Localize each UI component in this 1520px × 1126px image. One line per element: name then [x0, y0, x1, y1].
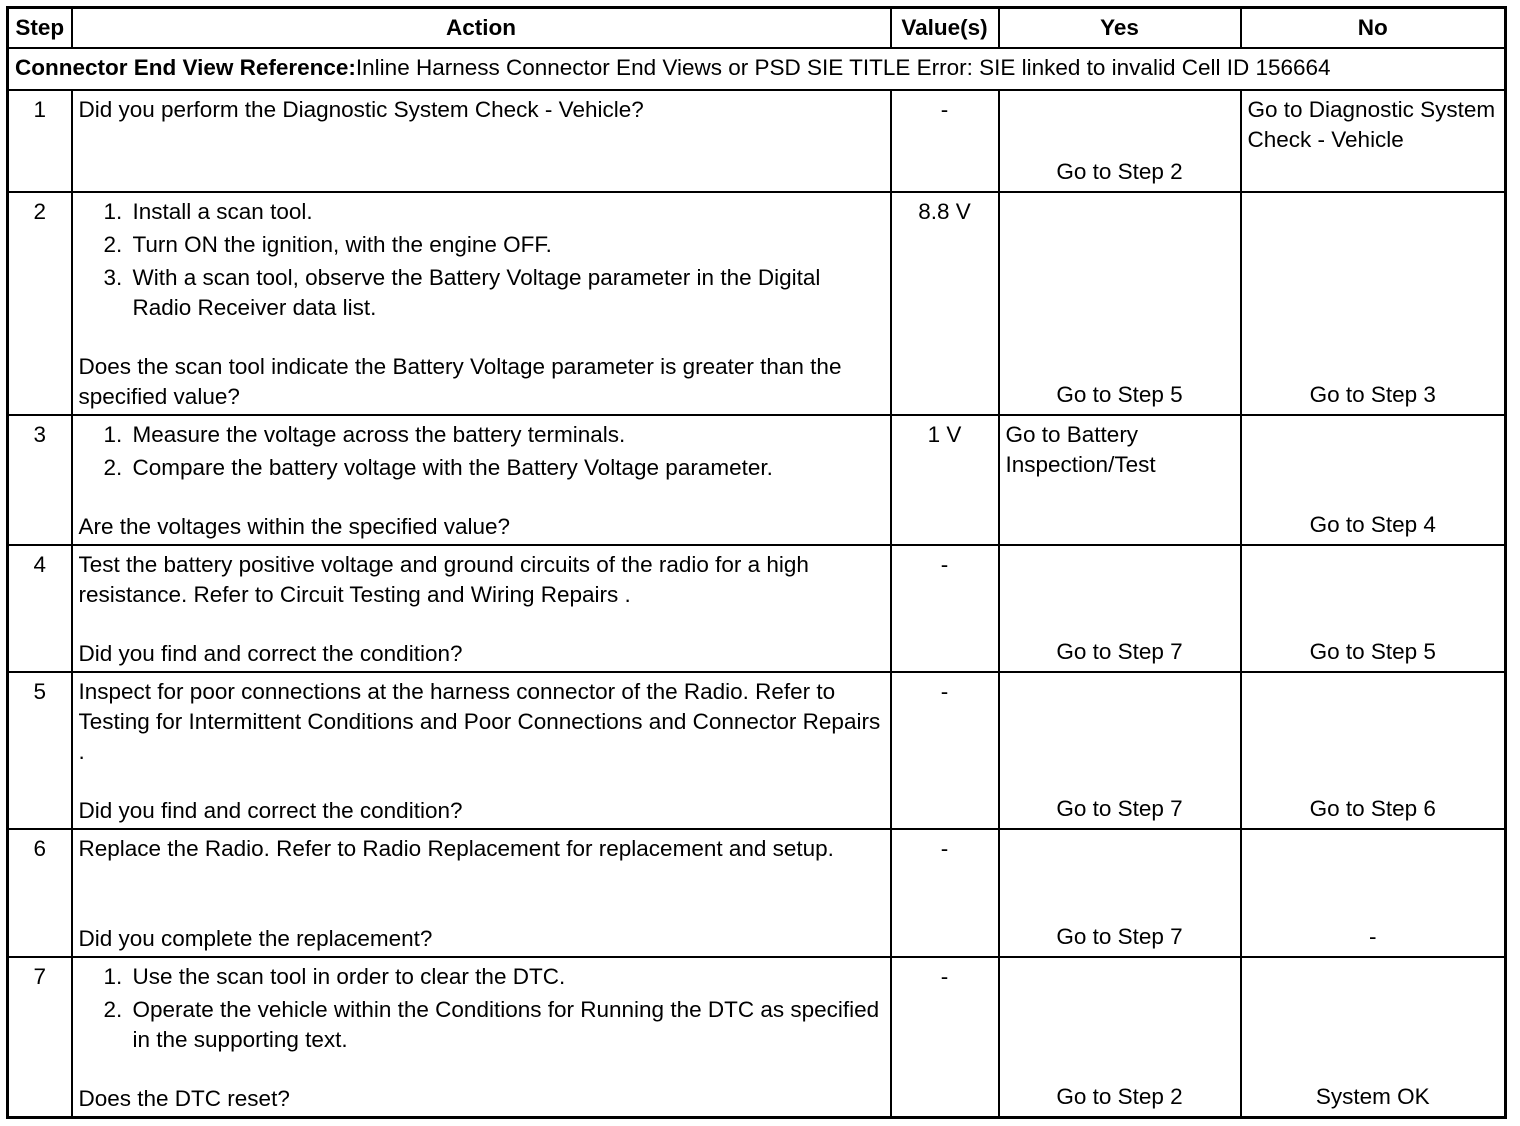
no-cell	[1241, 90, 1506, 192]
action-cell	[72, 415, 891, 545]
value-cell: 8.8 V	[891, 192, 999, 415]
yes-cell	[999, 672, 1241, 829]
no-cell	[1241, 192, 1506, 415]
no-result[interactable]: Go to Step 6	[1309, 796, 1436, 821]
yes-result[interactable]: Go to Step 7	[1056, 639, 1183, 664]
action-text: Inspect for poor connections at the harness connector of the Radio. Refer to Testing for Intermittent Conditions and Poor Connections and Connector Repairs .	[78, 679, 881, 764]
value-cell: -	[891, 957, 999, 1118]
yes-cell	[999, 829, 1241, 957]
action-question: Did you find and correct the condition?	[78, 641, 463, 666]
no-cell	[1241, 957, 1506, 1118]
reference-text: Inline Harness Connector End Views or PSD SIE TITLE Error: SIE linked to invalid Cell ID 156664	[355, 55, 1331, 80]
value-cell: -	[891, 545, 999, 672]
no-result[interactable]: Go to Step 5	[1309, 639, 1436, 664]
action-cell	[72, 829, 891, 957]
step-row	[8, 192, 1506, 415]
substep-item: 2. Turn ON the ignition, with the engine OFF.	[129, 230, 884, 260]
step-row	[8, 672, 1506, 829]
yes-result[interactable]: Go to Step 7	[1056, 924, 1183, 949]
step-number: 7	[8, 957, 72, 1118]
action-cell	[72, 90, 891, 192]
step-number: 5	[8, 672, 72, 829]
action-cell	[72, 957, 891, 1118]
action-text: Replace the Radio. Refer to Radio Replacement for replacement and setup.	[78, 836, 834, 861]
substep-item: 2. Operate the vehicle within the Conditions for Running the DTC as specified in the supporting text.	[129, 995, 884, 1055]
action-text: Test the battery positive voltage and ground circuits of the radio for a high resistance. Refer to Circuit Testing and Wiring Repairs .	[78, 552, 809, 607]
step-number: 3	[8, 415, 72, 545]
substep-list	[79, 420, 884, 486]
step-row	[8, 90, 1506, 192]
yes-cell	[999, 192, 1241, 415]
no-cell	[1241, 829, 1506, 957]
yes-cell	[999, 90, 1241, 192]
substep-item: 2. Compare the battery voltage with the Battery Voltage parameter.	[129, 453, 884, 483]
no-result[interactable]: Go to Step 3	[1309, 382, 1436, 407]
yes-result[interactable]: Go to Step 2	[1056, 1084, 1183, 1109]
yes-result[interactable]: Go to Step 2	[1056, 159, 1183, 184]
action-question: Are the voltages within the specified value?	[78, 514, 511, 539]
step-row	[8, 957, 1506, 1118]
diagnostic-table	[6, 6, 1507, 1119]
yes-cell	[999, 415, 1241, 545]
step-number: 1	[8, 90, 72, 192]
no-result[interactable]: Go to Step 4	[1309, 512, 1436, 537]
action-question: Did you complete the replacement?	[78, 926, 433, 951]
value-cell: -	[891, 829, 999, 957]
substep-item: 3. With a scan tool, observe the Battery Voltage parameter in the Digital Radio Receiver data list.	[129, 263, 884, 323]
no-cell	[1241, 545, 1506, 672]
no-link[interactable]: Go to Diagnostic System Check - Vehicle	[1247, 97, 1496, 152]
yes-cell	[999, 545, 1241, 672]
action-cell	[72, 545, 891, 672]
no-cell	[1241, 415, 1506, 545]
header-values: Value(s)	[891, 8, 999, 49]
no-result: -	[1369, 924, 1377, 949]
substep-item: 1. Measure the voltage across the battery terminals.	[129, 420, 884, 450]
step-number: 2	[8, 192, 72, 415]
step-row	[8, 829, 1506, 957]
yes-result[interactable]: Go to Step 5	[1056, 382, 1183, 407]
value-cell: -	[891, 672, 999, 829]
value-cell: 1 V	[891, 415, 999, 545]
reference-label: Connector End View Reference:	[15, 55, 356, 80]
reference-cell	[8, 48, 1506, 90]
action-question: Did you find and correct the condition?	[78, 798, 463, 823]
yes-result[interactable]: Go to Step 7	[1056, 796, 1183, 821]
action-text: Did you perform the Diagnostic System Check - Vehicle?	[78, 97, 644, 122]
header-action: Action	[72, 8, 891, 49]
step-row	[8, 545, 1506, 672]
action-question: Does the DTC reset?	[78, 1086, 290, 1111]
no-cell	[1241, 672, 1506, 829]
header-step: Step	[8, 8, 72, 49]
action-cell	[72, 192, 891, 415]
yes-link[interactable]: Go to Battery Inspection/Test	[1005, 422, 1156, 477]
substep-list	[79, 962, 884, 1058]
action-cell	[72, 672, 891, 829]
no-result[interactable]: System OK	[1315, 1084, 1430, 1109]
action-question: Does the scan tool indicate the Battery Voltage parameter is greater than the specified value?	[78, 354, 842, 409]
step-number: 6	[8, 829, 72, 957]
step-row	[8, 415, 1506, 545]
value-cell: -	[891, 90, 999, 192]
header-yes: Yes	[999, 8, 1241, 49]
reference-row	[8, 48, 1506, 90]
substep-item: 1. Install a scan tool.	[129, 197, 884, 227]
substep-list	[79, 197, 884, 326]
header-row	[8, 8, 1506, 49]
header-no: No	[1241, 8, 1506, 49]
step-number: 4	[8, 545, 72, 672]
substep-item: 1. Use the scan tool in order to clear the DTC.	[129, 962, 884, 992]
yes-cell	[999, 957, 1241, 1118]
